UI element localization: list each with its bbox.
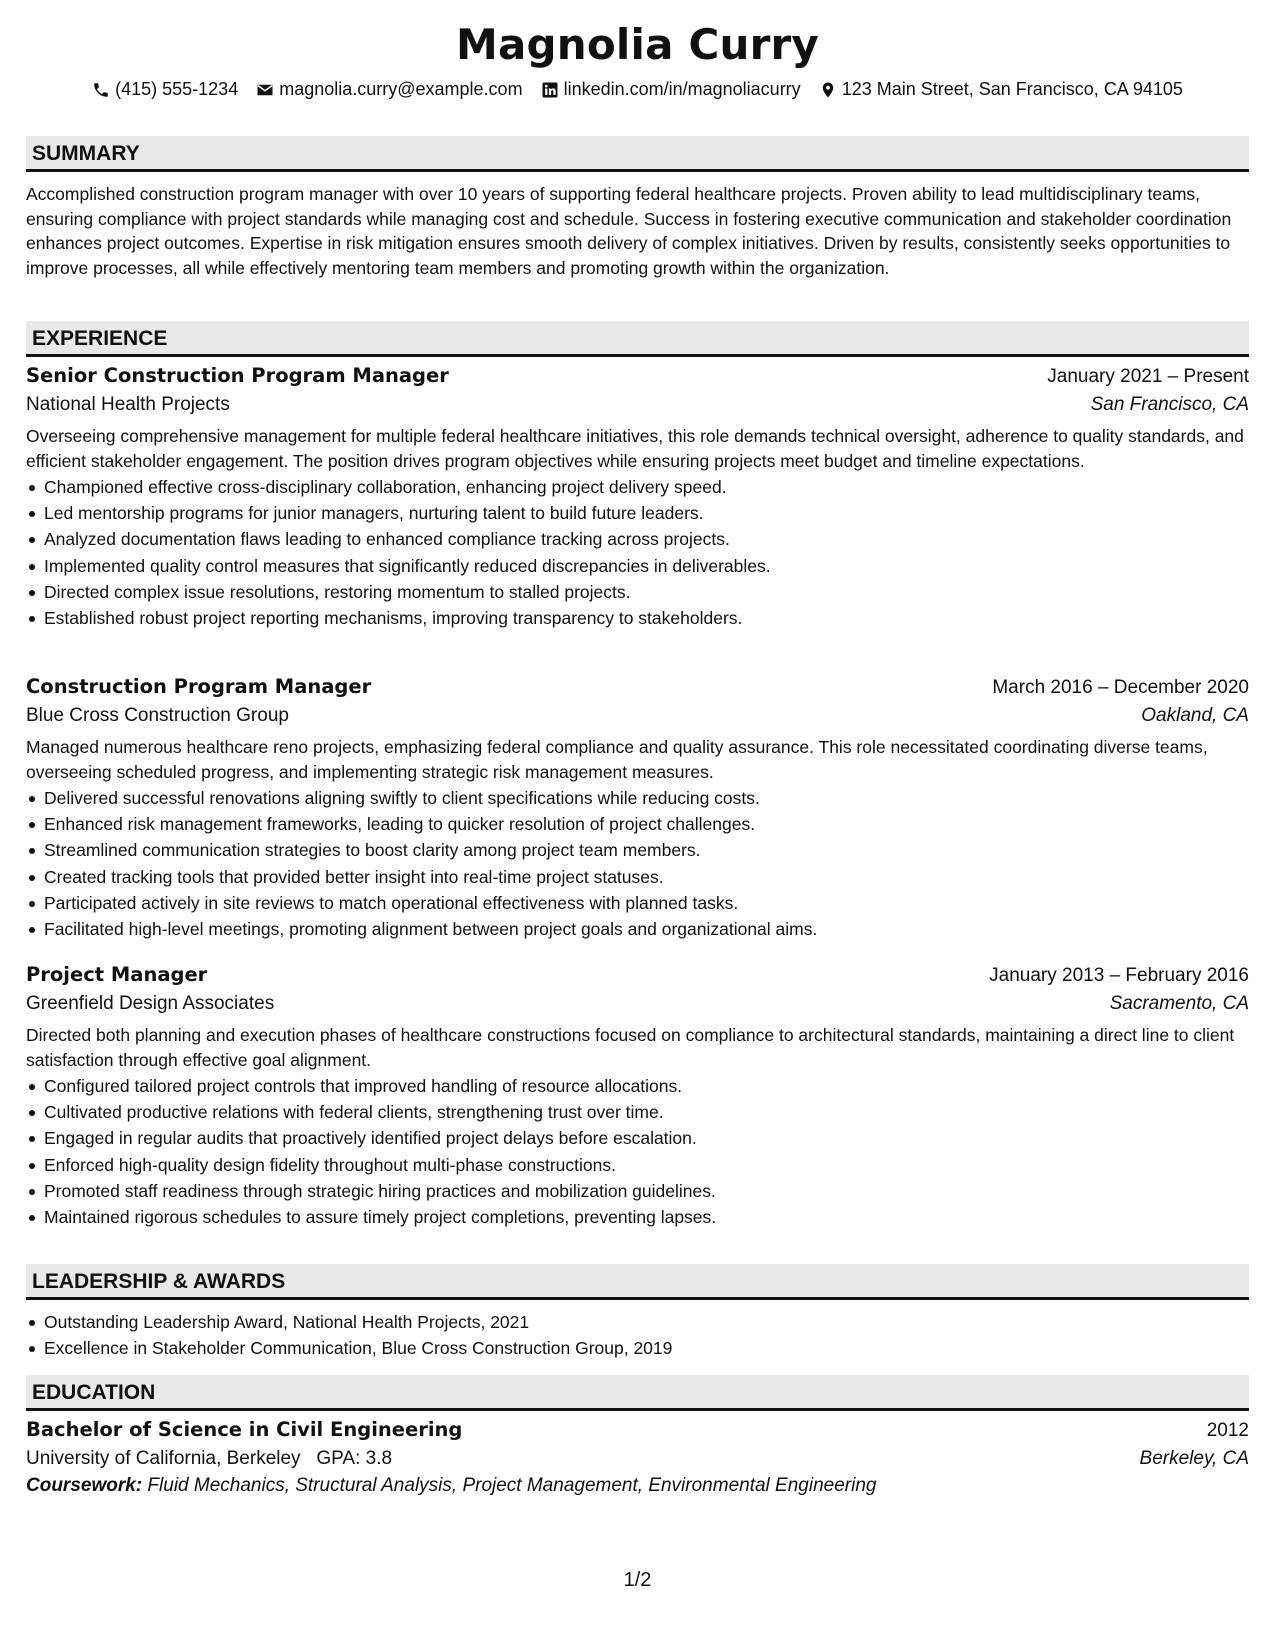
list-item: Enhanced risk management frameworks, leading to quicker resolution of project challenges.: [44, 811, 1249, 837]
list-item: Analyzed documentation flaws leading to enhanced compliance tracking across projects.: [44, 526, 1249, 552]
summary-heading: SUMMARY: [26, 136, 1249, 172]
envelope-icon: [256, 81, 274, 99]
job-header: [26, 963, 1249, 989]
job-bullets: [26, 1073, 1249, 1230]
phone-icon: [92, 81, 110, 99]
candidate-name: Magnolia Curry: [455, 20, 820, 69]
phone-text: (415) 555-1234: [115, 79, 239, 99]
map-marker-icon: [819, 81, 837, 99]
job-bullets: [26, 785, 1249, 942]
job-entry: [26, 364, 1249, 631]
job-entry: [26, 963, 1249, 1230]
list-item: Promoted staff readiness through strategic hiring practices and mobilization guidelines.: [44, 1178, 1249, 1204]
list-item: Participated actively in site reviews to match operational effectiveness with planned tasks.: [44, 890, 1249, 916]
contact-bar: [0, 79, 1275, 100]
linkedin-text[interactable]: linkedin.com/in/magnoliacurry: [563, 79, 801, 99]
school-row: [26, 1447, 1249, 1472]
list-item: Established robust project reporting mechanisms, improving transparency to stakeholders.: [44, 605, 1249, 631]
school-name: University of California, Berkeley: [26, 1447, 301, 1469]
list-item: Facilitated high-level meetings, promoting alignment between project goals and organizational aims.: [44, 916, 1249, 942]
summary-section: [26, 182, 1249, 280]
job-subheader: [26, 704, 1249, 729]
awards-list: [26, 1309, 1249, 1361]
job-location: Sacramento, CA: [1109, 992, 1249, 1014]
job-location: San Francisco, CA: [1090, 393, 1249, 415]
experience-heading: EXPERIENCE: [26, 321, 1249, 357]
job-dates: January 2013 – February 2016: [989, 965, 1249, 986]
address-text: 123 Main Street, San Francisco, CA 94105: [841, 79, 1183, 99]
contact-address: [819, 79, 1183, 100]
job-dates: January 2021 – Present: [1047, 366, 1249, 387]
awards-section: [26, 1308, 1249, 1361]
job-header: [26, 364, 1249, 390]
job-description: Overseeing comprehensive management for multiple federal healthcare initiatives, this role demands technical oversight, adherence to quality standards, and efficient stakeholder engagement. The position drives program objectives while ensuring projects meet budget and timeline expectations.: [26, 426, 1244, 471]
job-subheader: [26, 393, 1249, 418]
gpa: GPA: 3.8: [316, 1447, 393, 1469]
graduation-year: 2012: [1206, 1420, 1249, 1441]
list-item: Engaged in regular audits that proactively identified project delays before escalation.: [44, 1125, 1249, 1151]
school-location: Berkeley, CA: [1139, 1447, 1249, 1469]
job-title: Senior Construction Program Manager: [26, 364, 449, 387]
education-heading: EDUCATION: [26, 1375, 1249, 1411]
contact-phone: [92, 79, 238, 100]
list-item: Directed complex issue resolutions, restoring momentum to stalled projects.: [44, 579, 1249, 605]
job-description: Managed numerous healthcare reno projects, emphasizing federal compliance and quality assurance. This role necessitated coordinating diverse teams, overseeing scheduled progress, and implementing strategic risk management measures.: [26, 737, 1208, 782]
school-info: [26, 1447, 392, 1472]
list-item: Led mentorship programs for junior managers, nurturing talent to build future leaders.: [44, 500, 1249, 526]
job-company: National Health Projects: [26, 393, 230, 415]
job-entry: [26, 675, 1249, 942]
job-bullets: [26, 474, 1249, 631]
job-header: [26, 675, 1249, 701]
awards-heading: LEADERSHIP & AWARDS: [26, 1264, 1249, 1300]
list-item: Maintained rigorous schedules to assure timely project completions, preventing lapses.: [44, 1204, 1249, 1230]
list-item: Outstanding Leadership Award, National Health Projects, 2021: [44, 1309, 1249, 1335]
coursework-label: Coursework:: [26, 1475, 143, 1496]
page-number: 1/2: [623, 1569, 652, 1591]
job-title: Construction Program Manager: [26, 675, 372, 698]
job-company: Greenfield Design Associates: [26, 992, 275, 1014]
linkedin-icon: [541, 81, 559, 99]
list-item: Delivered successful renovations aligning swiftly to client specifications while reducing costs.: [44, 785, 1249, 811]
job-location: Oakland, CA: [1141, 704, 1249, 726]
job-company: Blue Cross Construction Group: [26, 704, 289, 726]
job-title: Project Manager: [26, 963, 208, 986]
contact-linkedin[interactable]: [541, 79, 801, 100]
list-item: Excellence in Stakeholder Communication, Blue Cross Construction Group, 2019: [44, 1335, 1249, 1361]
list-item: Streamlined communication strategies to boost clarity among project team members.: [44, 837, 1249, 863]
degree-title: Bachelor of Science in Civil Engineering: [26, 1418, 463, 1441]
job-subheader: [26, 992, 1249, 1017]
coursework-list: Fluid Mechanics, Structural Analysis, Project Management, Environmental Engineering: [147, 1475, 877, 1496]
list-item: Configured tailored project controls that improved handling of resource allocations.: [44, 1073, 1249, 1099]
list-item: Implemented quality control measures that significantly reduced discrepancies in deliverables.: [44, 553, 1249, 579]
list-item: Cultivated productive relations with federal clients, strengthening trust over time.: [44, 1099, 1249, 1125]
education-section: [26, 1418, 1249, 1499]
list-item: Enforced high-quality design fidelity throughout multi-phase constructions.: [44, 1152, 1249, 1178]
job-dates: March 2016 – December 2020: [992, 677, 1249, 698]
email-text[interactable]: magnolia.curry@example.com: [279, 79, 523, 99]
degree-row: [26, 1418, 1249, 1444]
contact-email[interactable]: [256, 79, 522, 100]
job-description: Directed both planning and execution phases of healthcare constructions focused on compliance to architectural standards, maintaining a direct line to client satisfaction through effective goal alignment.: [26, 1025, 1235, 1070]
summary-text: Accomplished construction program manager with over 10 years of supporting federal healthcare projects. Proven ability to lead multidisciplinary teams, ensuring compliance with project standards while managing cost and schedule. Success in fostering executive communication and stakeholder coordination enhances project outcomes. Expertise in risk mitigation ensures smooth delivery of complex initiatives. Driven by results, consistently seeks opportunities to improve processes, all while effectively mentoring team members and promoting growth within the organization.: [26, 184, 1232, 278]
list-item: Created tracking tools that provided better insight into real-time project statuses.: [44, 864, 1249, 890]
coursework-line: [26, 1474, 1249, 1499]
list-item: Championed effective cross-disciplinary collaboration, enhancing project delivery speed.: [44, 474, 1249, 500]
